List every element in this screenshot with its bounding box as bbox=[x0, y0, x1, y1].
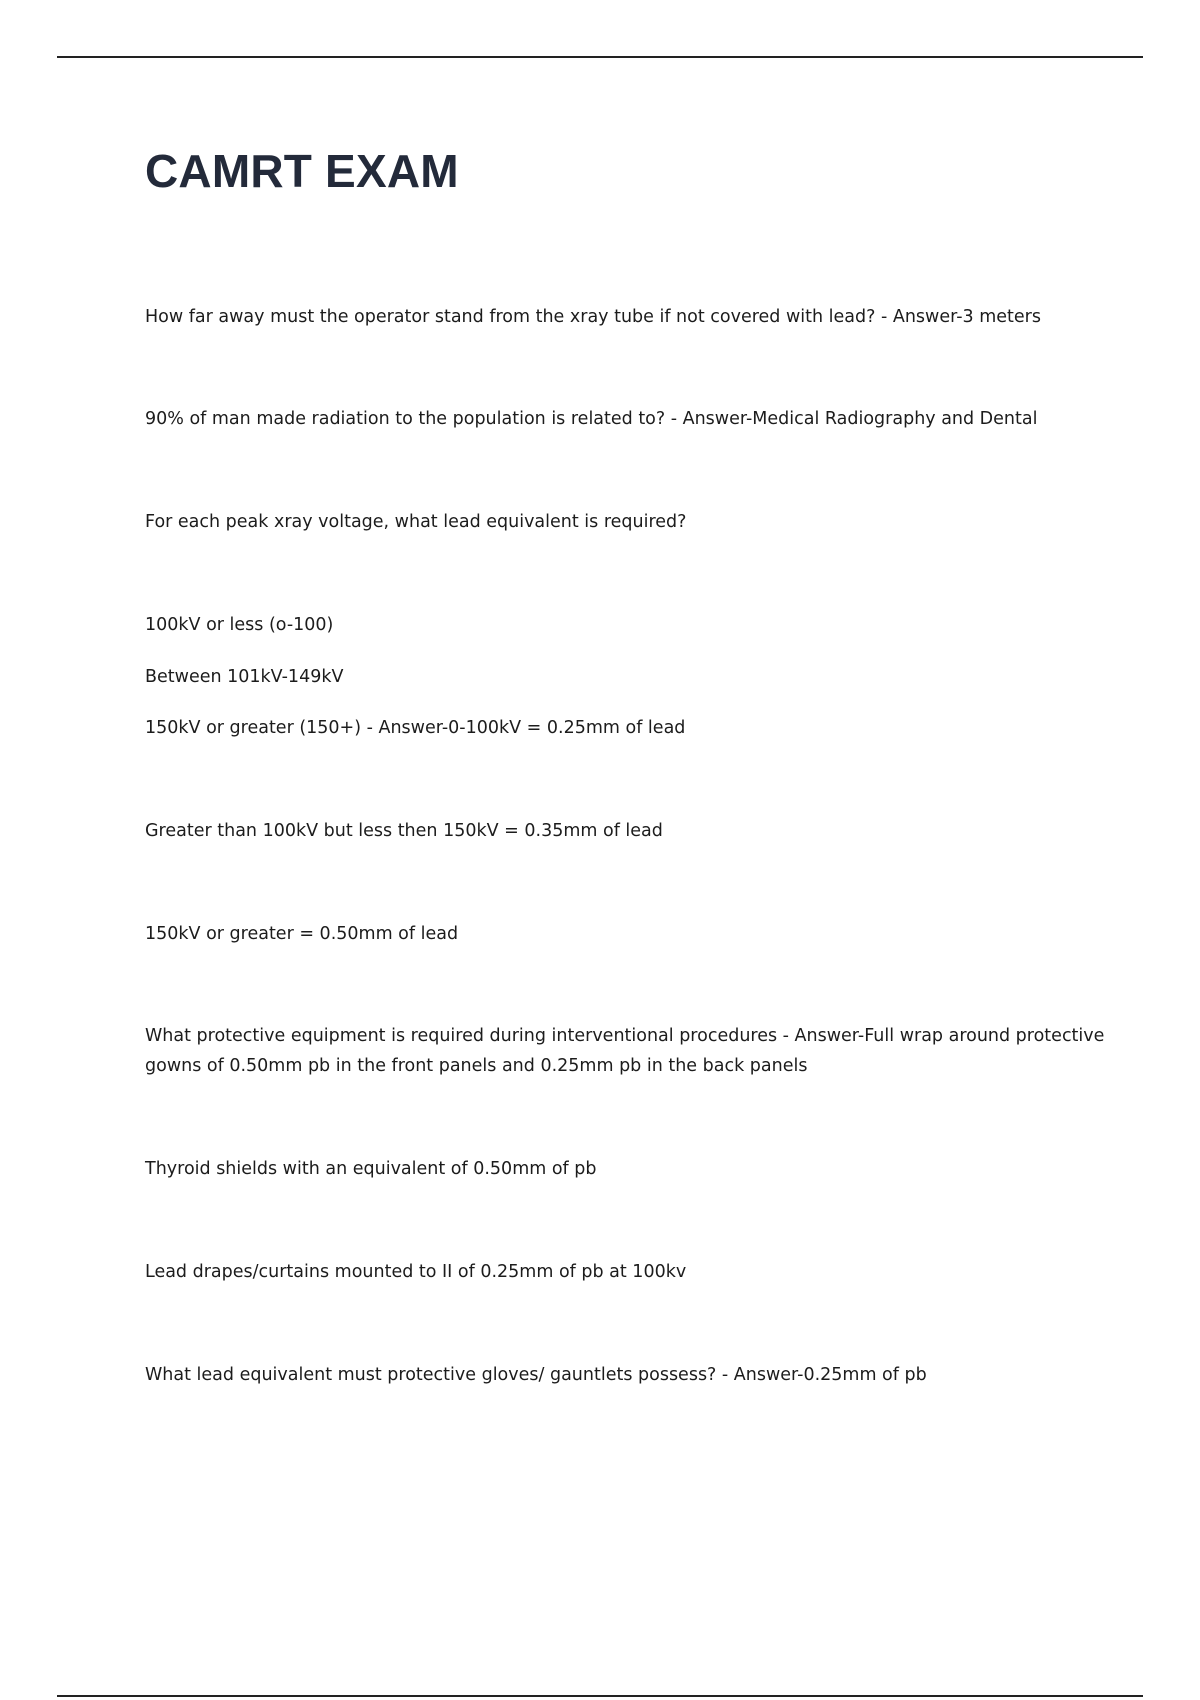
paragraph-between-101-149kv: Between 101kV-149kV bbox=[145, 667, 344, 687]
paragraph-operator-distance: How far away must the operator stand from the xray tube if not covered with lead? - Answer-3 meters bbox=[145, 307, 1041, 327]
paragraph-lead-equivalent-question: For each peak xray voltage, what lead equivalent is required? bbox=[145, 512, 687, 532]
paragraph-man-made-radiation: 90% of man made radiation to the population is related to? - Answer-Medical Radiography and Dental bbox=[145, 409, 1038, 429]
paragraph-greater-than-100kv: Greater than 100kV but less then 150kV = 0.35mm of lead bbox=[145, 821, 663, 841]
bottom-rule bbox=[57, 1695, 1143, 1697]
paragraph-interventional-equipment: What protective equipment is required during interventional procedures - Answer-Full wrap around protective gowns of 0.50mm pb in the front panels and 0.25mm pb in the back panels bbox=[145, 1026, 1105, 1076]
paragraph-lead-drapes: Lead drapes/curtains mounted to II of 0.25mm of pb at 100kv bbox=[145, 1262, 687, 1282]
paragraph-150kv-or-greater: 150kV or greater = 0.50mm of lead bbox=[145, 924, 459, 944]
page-title: CAMRT EXAM bbox=[145, 145, 459, 197]
paragraph-gloves-gauntlets: What lead equivalent must protective gloves/ gauntlets possess? - Answer-0.25mm of pb bbox=[145, 1365, 927, 1385]
paragraph-150kv-answer: 150kV or greater (150+) - Answer-0-100kV = 0.25mm of lead bbox=[145, 718, 686, 738]
paragraph-thyroid-shields: Thyroid shields with an equivalent of 0.50mm of pb bbox=[145, 1159, 597, 1179]
paragraph-100kv-or-less: 100kV or less (o-100) bbox=[145, 615, 334, 635]
top-rule bbox=[57, 56, 1143, 58]
